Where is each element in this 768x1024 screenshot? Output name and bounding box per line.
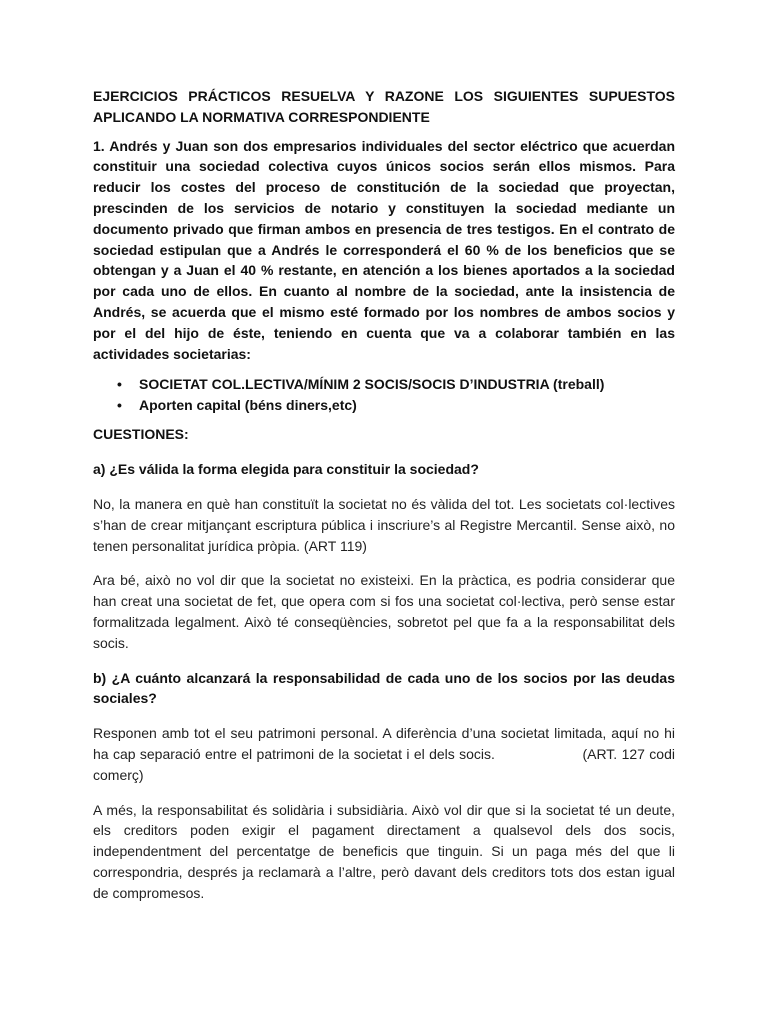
answer-a-paragraph-2: Ara bé, això no vol dir que la societat no existeixi. En la pràctica, es podria considerar que han creat una societat de fet, que opera com si fos una societat col·lectiva, però sense estar formalitzada legalment. Això té conseqüències, sobretot pel que fa a la responsabilitat dels socis. (93, 572, 675, 651)
document-title: EJERCICIOS PRÁCTICOS RESUELVA Y RAZONE LOS SIGUIENTES SUPUESTOS APLICANDO LA NORMATIVA CORRESPONDIENTE (93, 88, 675, 125)
cuestiones-heading: CUESTIONES: (93, 426, 189, 443)
notes-bullet-list (93, 374, 675, 416)
case-1-statement: 1. Andrés y Juan son dos empresarios individuales del sector eléctrico que acuerdan constituir una sociedad colectiva cuyos únicos socios serán ellos mismos. Para reducir los costes del proceso de constitución de la sociedad que proyectan, prescinden de los servicios de notario y constituyen la sociedad mediante un documento privado que firman ambos en presencia de tres testigos. En el contrato de sociedad estipulan que a Andrés le corresponderá el 60 % de los beneficios que se obtengan y a Juan el 40 % restante, en atención a los bienes aportados a la sociedad por cada uno de ellos. En cuanto al nombre de la sociedad, ante la insistencia de Andrés, se acuerda que el mismo esté formado por los nombres de ambos socios y por el del hijo de éste, teniendo en cuenta que va a colaborar también en las actividades societarias: (93, 137, 675, 362)
answer-b-paragraph-1: Responen amb tot el seu patrimoni personal. A diferència d’una societat limitada, aquí no hi ha cap separació entre el patrimoni de la societat i el dels socis. (ART. 127 codi comerç) (93, 725, 679, 783)
answer-a-paragraph-1: No, la manera en què han constituït la societat no és vàlida del tot. Les societats col·lectives s’han de crear mitjançant escriptura pública i inscriure’s al Registre Mercantil. Sense això, no tenen personalitat jurídica pròpia. (ART 119) (93, 495, 675, 554)
bullet-item: • SOCIETAT COL.LECTIVA/MÍNIM 2 SOCIS/SOCIS D’INDUSTRIA (treball) (139, 374, 675, 395)
bullet-item: • Aporten capital (béns diners,etc) (139, 395, 675, 416)
question-b: b) ¿A cuánto alcanzará la responsabilidad de cada uno de los socios por las deudas sociales? (93, 669, 675, 707)
question-a: a) ¿Es válida la forma elegida para constituir la sociedad? (93, 461, 479, 478)
answer-b-paragraph-2: A més, la responsabilitat és solidària i subsidiària. Això vol dir que si la societat té un deute, els creditors poden exigir el pagament directament a qualsevol dels dos socis, independentment del percentatge de beneficis que tinguin. Si un paga més del que li correspondria, després ja reclamarà a l’altre, però davant dels creditors tots dos estan igual de compromesos. (93, 801, 675, 901)
document-page (93, 86, 679, 904)
